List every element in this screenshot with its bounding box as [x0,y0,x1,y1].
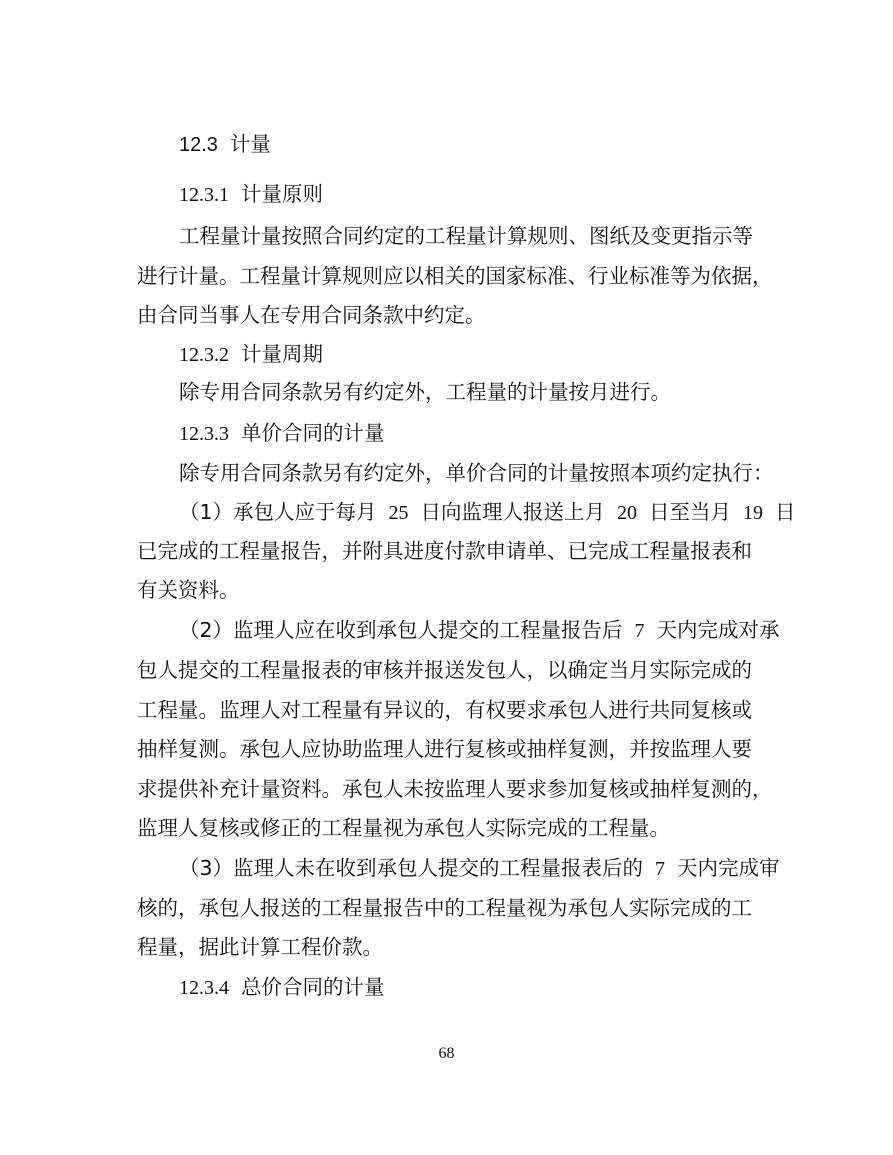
text-run: 日至当月 [649,500,732,524]
text-run: 日 [775,500,796,524]
paragraph-line: 除专用合同条款另有约定外，工程量的计量按月进行。 [179,380,671,404]
subsection-title: 计量周期 [241,342,323,366]
subsection-heading-12-3-1 [0,176,893,212]
paragraph-line: 由合同当事人在专用合同条款中约定。 [137,303,486,327]
paragraph-line: 包人提交的工程量报表的审核并报送发包人，以确定当月实际完成的 [137,658,752,682]
subsection-heading-12-3-2 [0,336,893,372]
subsection-number: 12.3.4 [179,977,229,999]
text-run: 天内完成审 [677,856,780,880]
subsection-number: 12.3.2 [179,344,229,366]
subsection-number: 12.3.1 [179,184,229,206]
section-title: 计量 [229,132,271,156]
subsection-title: 计量原则 [241,182,323,206]
paragraph-line: 工程量。监理人对工程量有异议的，有权要求承包人进行共同复核或 [137,698,752,722]
text-run: 日向监理人报送上月 [420,500,606,524]
subsection-heading-12-3-3 [0,415,893,451]
paragraph-line: 已完成的工程量报告，并附具进度付款申请单、已完成工程量报表和 [137,539,752,563]
date-value: 19 [743,502,764,524]
text-run: （3）监理人未在收到承包人提交的工程量报表后的 [179,856,644,880]
paragraph-line: 除专用合同条款另有约定外，单价合同的计量按照本项约定执行： [179,461,774,485]
subsection-title: 单价合同的计量 [241,421,385,445]
paragraph-line: 进行计量。工程量计算规则应以相关的国家标准、行业标准等为依据， [137,264,773,288]
days-value: 7 [655,858,666,880]
section-number: 12.3 [179,134,218,156]
subsection-number: 12.3.3 [179,423,229,445]
days-value: 7 [634,620,645,642]
text-run: 天内完成对承 [656,618,780,642]
section-heading-12-3 [0,126,893,162]
paragraph-line: 工程量计量按照合同约定的工程量计算规则、图纸及变更指示等 [179,224,753,248]
date-value: 25 [388,502,409,524]
paragraph-line: 求提供补充计量资料。承包人未按监理人要求参加复核或抽样复测的， [137,777,773,801]
paragraph-line: 核的，承包人报送的工程量报告中的工程量视为承包人实际完成的工 [137,896,752,920]
list-item-1-line [0,494,893,530]
paragraph-line: 程量，据此计算工程价款。 [137,935,383,959]
date-value: 20 [617,502,638,524]
paragraph-line: 监理人复核或修正的工程量视为承包人实际完成的工程量。 [137,816,670,840]
page-number: 68 [438,1045,455,1062]
subsection-title: 总价合同的计量 [241,975,385,999]
text-run: （2）监理人应在收到承包人提交的工程量报告后 [179,618,623,642]
list-item-3-line [0,850,893,886]
list-item-2-line [0,612,893,648]
paragraph-line: 抽样复测。承包人应协助监理人进行复核或抽样复测，并按监理人要 [137,737,752,761]
text-run: （1）承包人应于每月 [179,500,377,524]
paragraph-line: 有关资料。 [137,578,240,602]
subsection-heading-12-3-4 [0,969,893,1005]
